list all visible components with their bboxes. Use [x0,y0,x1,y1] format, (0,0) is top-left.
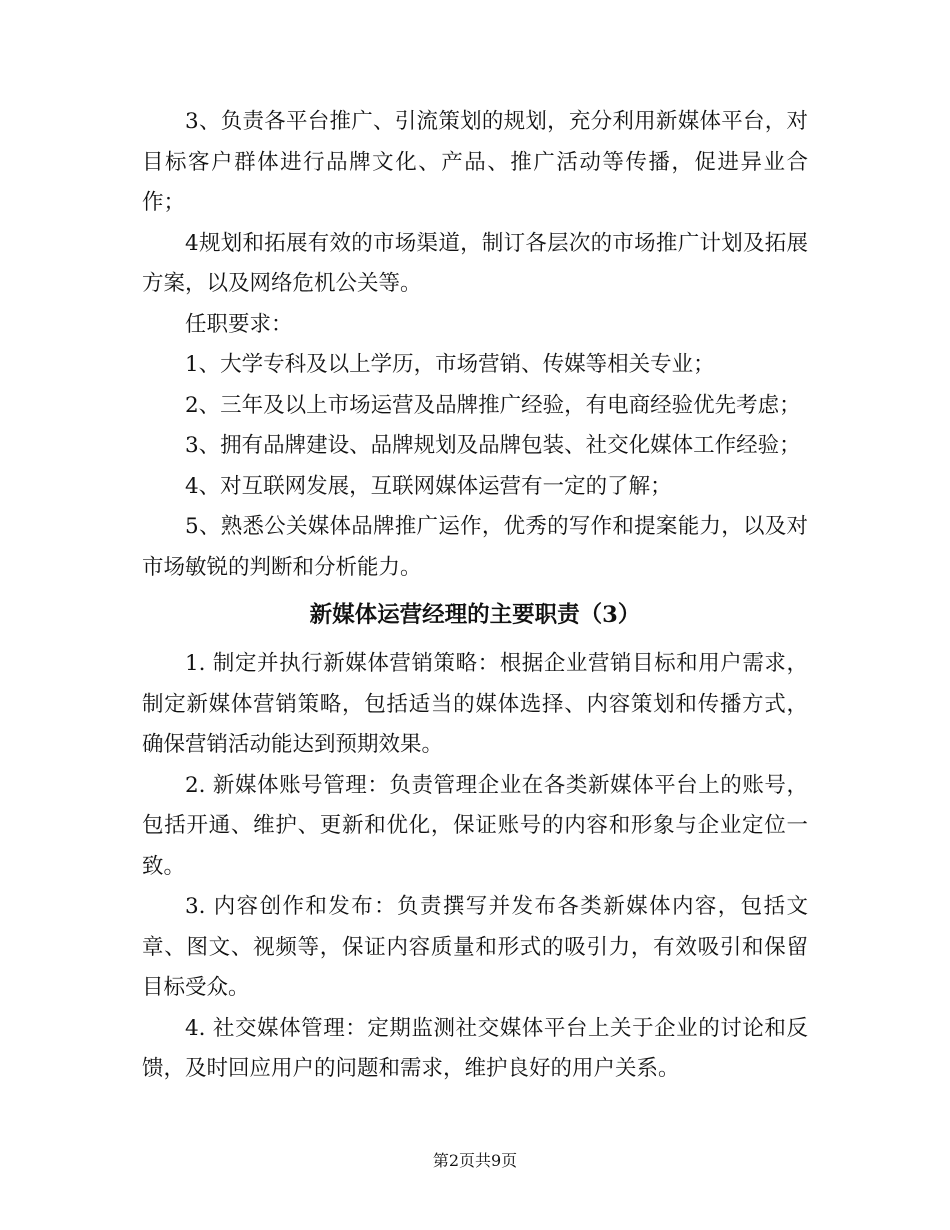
paragraph: 4. 社交媒体管理：定期监测社交媒体平台上关于企业的讨论和反馈，及时回应用户的问题和需求，维护良好的用户关系。 [142,1015,808,1081]
paragraph: 1、大学专科及以上学历，市场营销、传媒等相关专业； [185,352,715,377]
page-content [142,102,808,1090]
paragraph: 3. 内容创作和发布：负责撰写并发布各类新媒体内容，包括文章、图文、视频等，保证内容质量和形式的吸引力，有效吸引和保留目标受众。 [142,894,808,1000]
paragraph: 2. 新媒体账号管理：负责管理企业在各类新媒体平台上的账号，包括开通、维护、更新和优化，保证账号的内容和形象与企业定位一致。 [142,772,808,879]
paragraph: 2、三年及以上市场运营及品牌推广经验，有电商经验优先考虑； [185,392,801,418]
page-footer: 第2页共9页 [432,1151,518,1170]
paragraph: 3、拥有品牌建设、品牌规划及品牌包装、社交化媒体工作经验； [185,433,801,458]
paragraph: 任职要求： [185,311,293,337]
section-title: 新媒体运营经理的主要职责（3） [309,602,641,628]
paragraph: 3、负责各平台推广、引流策划的规划，充分利用新媒体平台，对目标客户群体进行品牌文化、产品、推广活动等传播，促进异业合作； [142,109,808,215]
paragraph: 5、熟悉公关媒体品牌推广运作，优秀的写作和提案能力，以及对市场敏锐的判断和分析能力。 [142,514,808,580]
paragraph: 4规划和拓展有效的市场渠道，制订各层次的市场推广计划及拓展方案，以及网络危机公关等。 [142,230,808,296]
paragraph: 1. 制定并执行新媒体营销策略：根据企业营销目标和用户需求，制定新媒体营销策略，包括适当的媒体选择、内容策划和传播方式，确保营销活动能达到预期效果。 [142,651,808,757]
paragraph: 4、对互联网发展，互联网媒体运营有一定的了解； [185,473,672,499]
